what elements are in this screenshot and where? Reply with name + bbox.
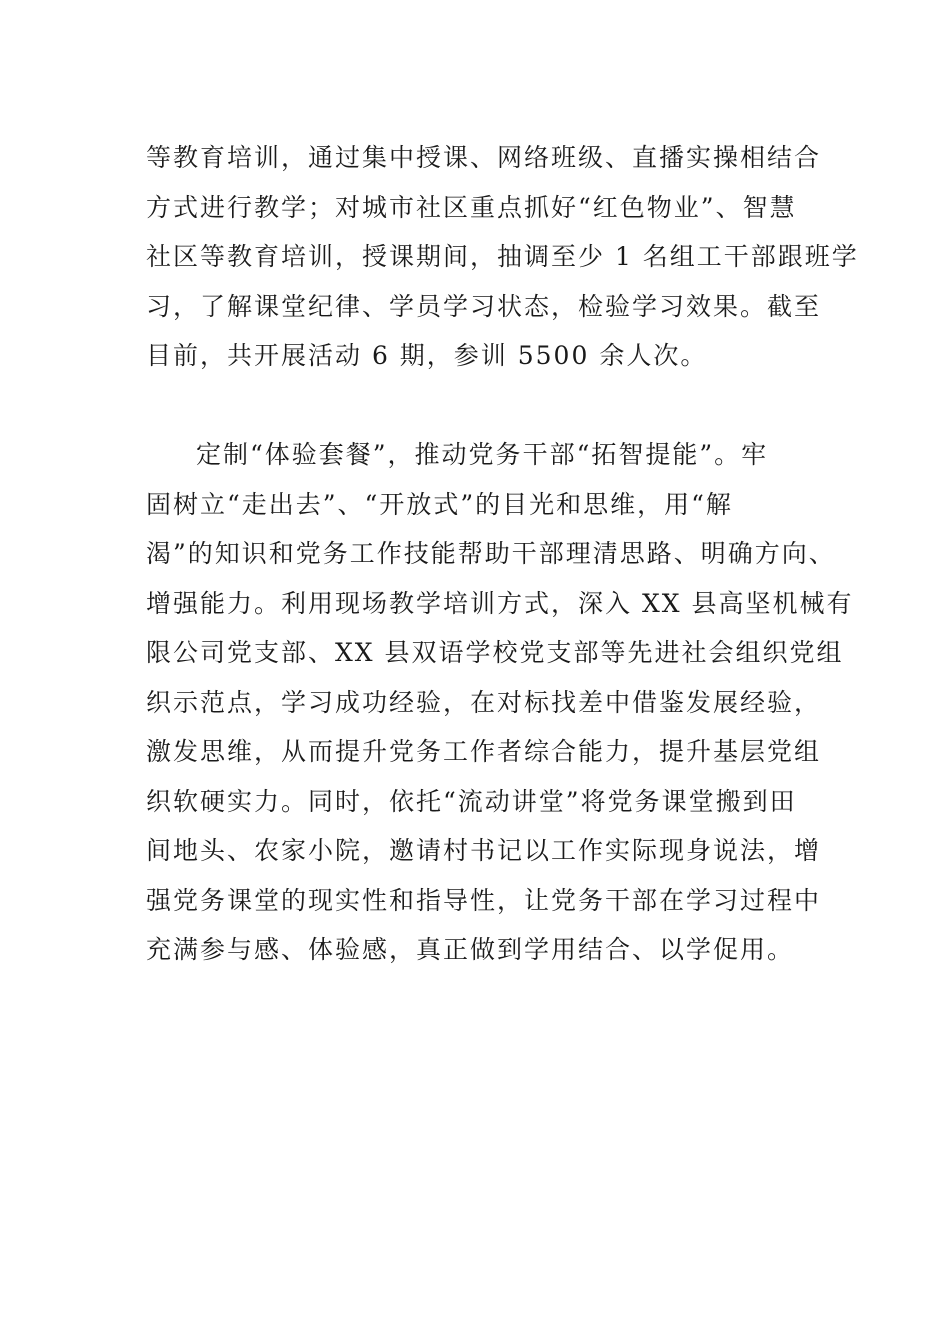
paragraph-line: 固树立“走出去”、“开放式”的目光和思维，用“解 — [146, 489, 733, 519]
paragraph-line: 渴”的知识和党务工作技能帮助干部理清思路、明确方向、 — [146, 539, 836, 568]
paragraph-line: 织软硬实力。同时，依托“流动讲堂”将党务课堂搬到田 — [146, 786, 797, 816]
paragraph-line: 强党务课堂的现实性和指导性，让党务干部在学习过程中 — [146, 885, 822, 915]
paragraph-line: 增强能力。利用现场教学培训方式，深入 XX 县高坚机械有 — [146, 588, 854, 618]
paragraph-line: 社区等教育培训，授课期间，抽调至少 1 名组工干部跟班学 — [146, 242, 859, 271]
paragraph-line: 方式进行教学；对城市社区重点抓好“红色物业”、智慧 — [146, 192, 797, 222]
paragraph-line: 激发思维，从而提升党务工作者综合能力，提升基层党组 — [146, 737, 822, 766]
paragraph-line: 织示范点，学习成功经验，在对标找差中借鉴发展经验， — [146, 687, 822, 717]
paragraph-line: 充满参与感、体验感，真正做到学用结合、以学促用。 — [146, 935, 795, 964]
paragraph-line: 目前，共开展活动 6 期，参训 5500 余人次。 — [146, 341, 708, 370]
paragraph-training-summary — [146, 133, 859, 381]
paragraph-experience-package — [146, 430, 854, 975]
paragraph-line: 定制“体验套餐”，推动党务干部“拓智提能”。牢 — [196, 440, 769, 469]
paragraph-line: 等教育培训，通过集中授课、网络班级、直播实操相结合 — [146, 143, 822, 172]
paragraph-line: 习，了解课堂纪律、学员学习状态，检验学习效果。截至 — [146, 291, 822, 321]
paragraph-line: 间地头、农家小院，邀请村书记以工作实际现身说法，增 — [146, 836, 822, 865]
paragraph-line: 限公司党支部、XX 县双语学校党支部等先进社会组织党组 — [146, 638, 844, 667]
